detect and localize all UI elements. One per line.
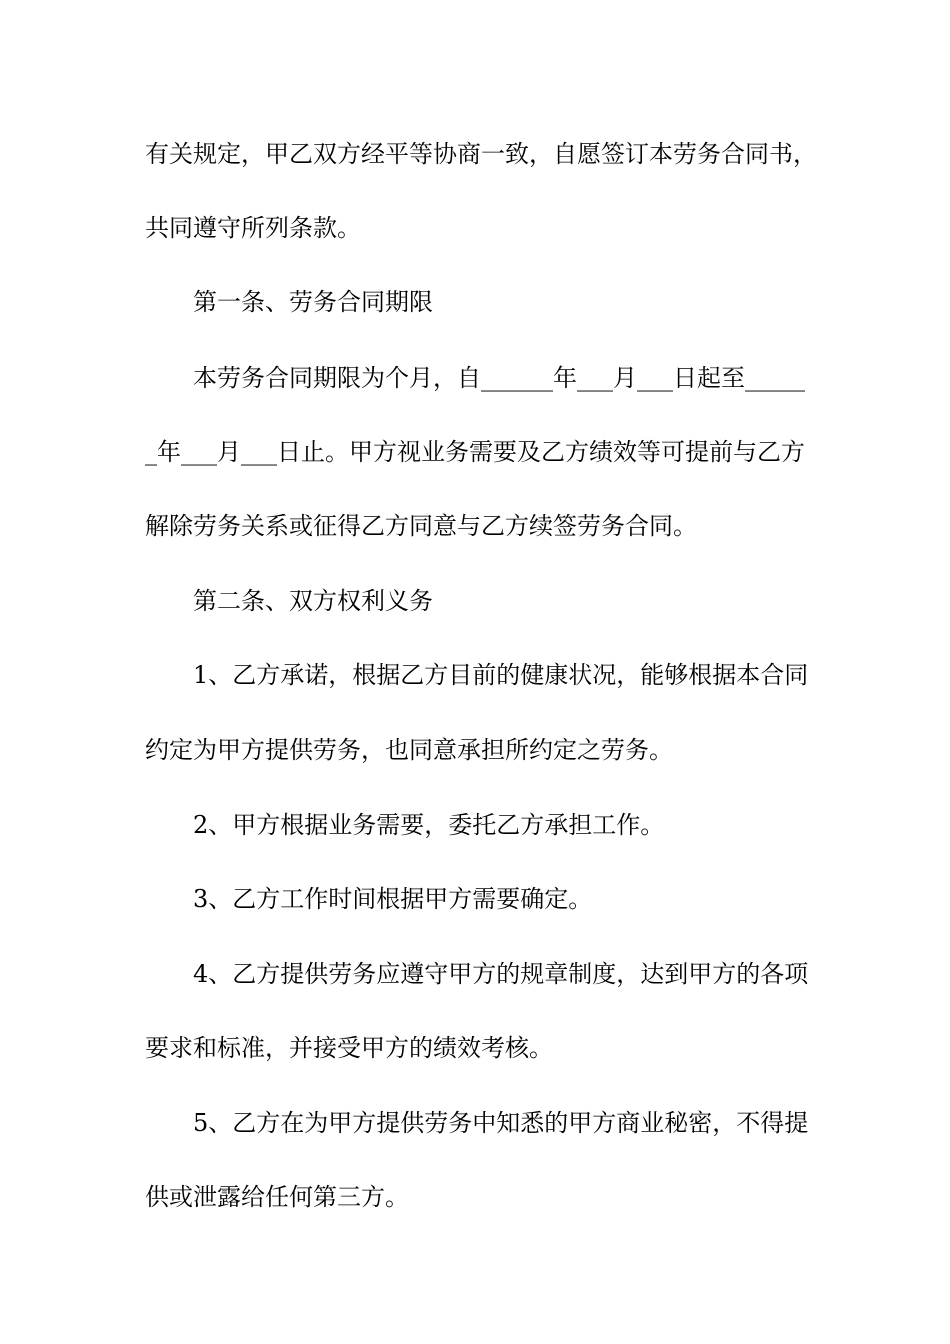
paragraph-line: 本劳务合同期限为个月，自______年___月___日起至_____ xyxy=(193,364,805,392)
paragraph-line: 解除劳务关系或征得乙方同意与乙方续签劳务合同。 xyxy=(145,512,697,540)
paragraph-line: 4、乙方提供劳务应遵守甲方的规章制度，达到甲方的各项 xyxy=(193,960,809,988)
paragraph-line: 有关规定，甲乙双方经平等协商一致，自愿签订本劳务合同书， xyxy=(145,140,817,168)
paragraph-line: 约定为甲方提供劳务，也同意承担所约定之劳务。 xyxy=(145,736,673,764)
paragraph-line: 要求和标准，并接受甲方的绩效考核。 xyxy=(145,1034,553,1062)
paragraph-line: _年___月___日止。甲方视业务需要及乙方绩效等可提前与乙方 xyxy=(145,438,805,466)
paragraph-line: 1、乙方承诺，根据乙方目前的健康状况，能够根据本合同 xyxy=(193,661,809,689)
paragraph-line: 3、乙方工作时间根据甲方需要确定。 xyxy=(193,885,593,913)
paragraph-line: 供或泄露给任何第三方。 xyxy=(145,1183,409,1211)
section-heading-2: 第二条、双方权利义务 xyxy=(193,587,433,615)
paragraph-line: 5、乙方在为甲方提供劳务中知悉的甲方商业秘密，不得提 xyxy=(193,1109,809,1137)
section-heading-1: 第一条、劳务合同期限 xyxy=(193,288,433,316)
paragraph-line: 2、甲方根据业务需要，委托乙方承担工作。 xyxy=(193,811,665,839)
paragraph-line: 共同遵守所列条款。 xyxy=(145,214,361,242)
